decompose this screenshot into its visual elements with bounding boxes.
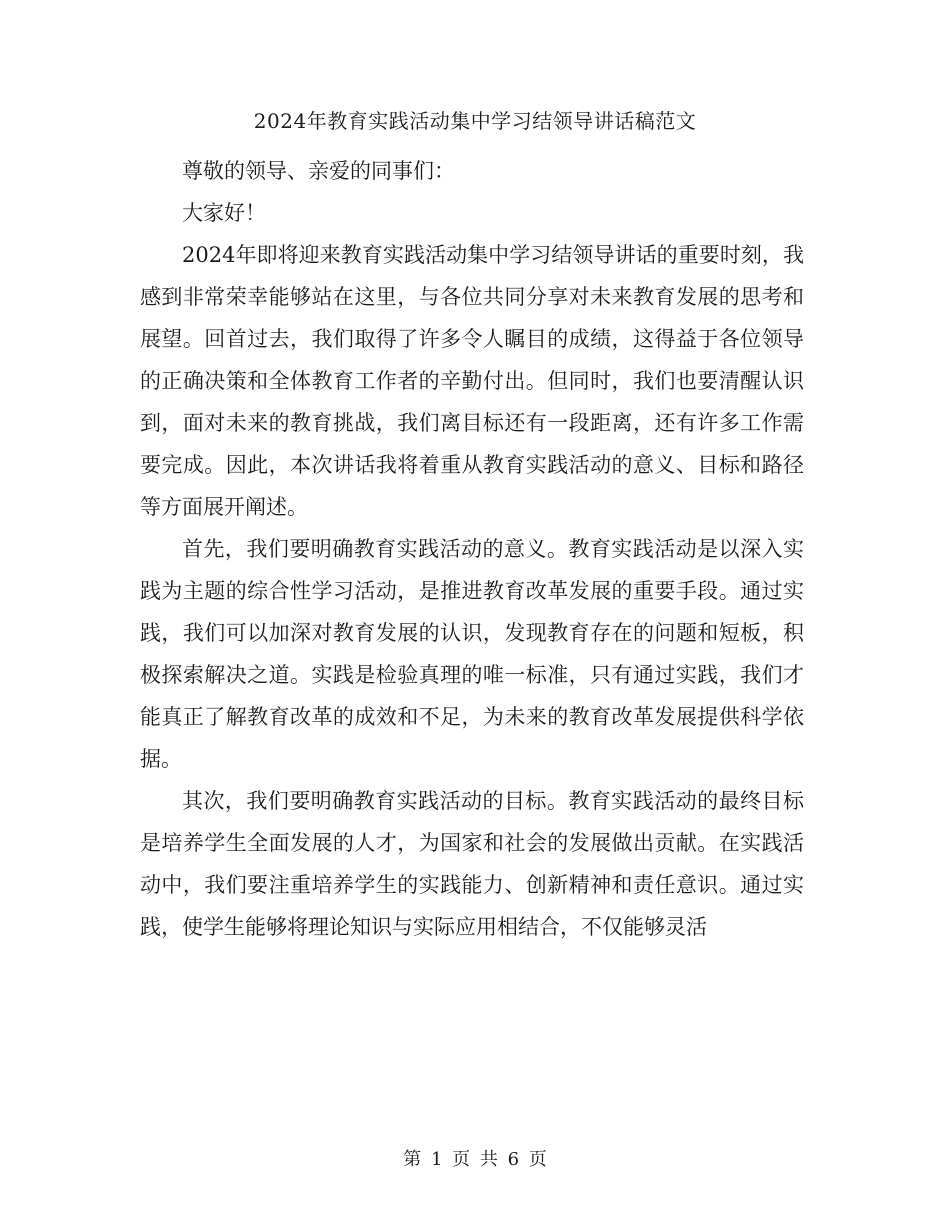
salutation: 尊敬的领导、亲爱的同事们： — [182, 159, 455, 183]
body-paragraph: 2024年即将迎来教育实践活动集中学习结领导讲话的重要时刻，我感到非常荣幸能够站在这里，与各位共同分享对未来教育发展的思考和展望。回首过去，我们取得了许多令人瞩目的成绩，这得益于各位领导的正确决策和全体教育工作者的辛勤付出。但同时，我们也要清醒认识到，面对未来的教育挑战，我们离目标还有一段距离，还有许多工作需要完成。因此，本次讲话我将着重从教育实践活动的意义、目标和路径等方面展开阐述。 — [140, 243, 804, 519]
document-title: 2024年教育实践活动集中学习结领导讲话稿范文 — [253, 109, 697, 133]
body-paragraph: 首先，我们要明确教育实践活动的意义。教育实践活动是以深入实践为主题的综合性学习活动，是推进教育改革发展的重要手段。通过实践，我们可以加深对教育发展的认识，发现教育存在的问题和短板，积极探索解决之道。实践是检验真理的唯一标准，只有通过实践，我们才能真正了解教育改革的成效和不足，为未来的教育改革发展提供科学依据。 — [140, 537, 804, 771]
body-paragraph: 其次，我们要明确教育实践活动的目标。教育实践活动的最终目标是培养学生全面发展的人才，为国家和社会的发展做出贡献。在实践活动中，我们要注重培养学生的实践能力、创新精神和责任意识。通过实践，使学生能够将理论知识与实际应用相结合，不仅能够灵活 — [140, 789, 804, 939]
greeting: 大家好！ — [182, 201, 266, 225]
page-footer: 第 1 页 共 6 页 — [403, 1149, 547, 1170]
document-body — [140, 150, 804, 948]
